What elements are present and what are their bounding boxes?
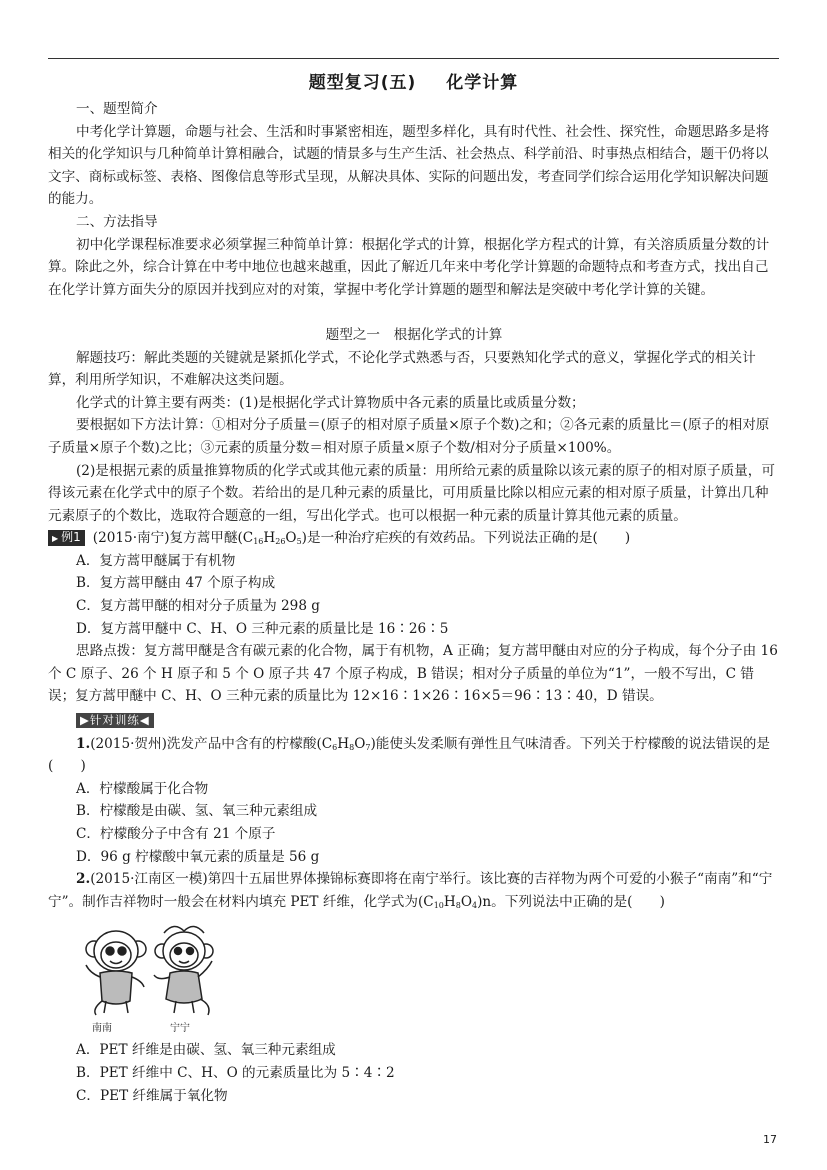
example1-option-a: A．复方蒿甲醚属于有机物	[76, 552, 236, 569]
example1-option-c: C．复方蒿甲醚的相对分子质量为 298 g	[76, 598, 321, 615]
example-badge: ▶ 例1	[48, 530, 85, 546]
q2-option-c: C．PET 纤维属于氧化物	[76, 1087, 228, 1104]
header-rule	[48, 58, 779, 59]
q1-stem: 1.(2015·贺州)洗发产品中含有的柠檬酸$(C_6H_8O_7)$能使头发柔顺有弹性且气味清香。下列关于柠檬酸的说法错误的是( )	[48, 735, 770, 775]
mascot-label-ningning: 宁宁	[170, 1023, 190, 1035]
q1-option-d: D．96 g 柠檬酸中氧元素的质量是 56 g	[76, 848, 320, 865]
section1-p4: (2)是根据元素的质量推算物质的化学式或其他元素的质量：用所给元素的质量除以该元素的原子的相对原子质量，可得该元素在化学式中的原子个数。若给出的是几种元素的质量比，可用质量比除以相应元素的相对原子质量，计算出几种元素原子的个数比，选取符合题意的一组，写出化学式。也可以根据一种元素的质量计算其他元素的质量。	[48, 462, 775, 524]
method-body: 初中化学课程标准要求必须掌握三种简单计算：根据化学式的计算，根据化学方程式的计算，有关溶质质量分数的计算。除此之外，综合计算在中考中地位也越来越重，因此了解近几年来中考化学计算题的命题特点和考查方式，找出自己在化学计算方面失分的原因并找到应对的对策，掌握中考化学计算题的题型和解法是突破中考化学计算的关键。	[48, 236, 770, 298]
page-number: 17	[763, 1133, 777, 1146]
title-right: 化学计算	[446, 73, 519, 93]
section1-p2: 化学式的计算主要有两类：(1)是根据化学式计算物质中各元素的质量比或质量分数；	[76, 394, 585, 411]
title-left: 题型复习(五)	[308, 73, 417, 93]
mascot-label-nannan: 南南	[92, 1023, 112, 1035]
example1-stem: ▶ 例1 (2015·南宁)复方蒿甲醚$(C_{16}H_{26}O_5)$是一种治疗疟疾的有效药品。下列说法正确的是( )	[48, 527, 780, 550]
example1-option-d: D．复方蒿甲醚中 C、H、O 三种元素的质量比是 16∶26∶5	[76, 620, 449, 637]
example1-analysis: 思路点拨：复方蒿甲醚是含有碳元素的化合物，属于有机物，A 正确；复方蒿甲醚由对应的分子构成，每个分子由 16 个 C 原子、26 个 H 原子和 5 个 O 原子共 47 个原子构成，B 错误；相对分子质量的单位为“1”，一般不写出，C 错误；复方蒿甲醚中 C、H、O 三种元素的质量比为 12×16∶1×26∶16×5＝96∶13∶40，D 错误。	[48, 643, 778, 705]
example1-option-b: B．复方蒿甲醚由 47 个原子构成	[76, 575, 276, 592]
intro-heading: 一、题型简介	[76, 101, 158, 117]
monkey-mascots-illustration	[78, 917, 218, 1017]
q2-stem: 2.(2015·江南区一模)第四十五届世界体操锦标赛即将在南宁举行。该比赛的吉祥物为两个可爱的小猴子“南南”和“宁宁”。制作吉祥物时一般会在材料内填充 PET 纤维，化学式为$(C_{10}H_8O_4)n$。下列说法中正确的是( )	[48, 871, 773, 910]
page-title	[0, 68, 827, 93]
q1-option-c: C．柠檬酸分子中含有 21 个原子	[76, 826, 276, 842]
intro-body: 中考化学计算题，命题与社会、生活和时事紧密相连，题型多样化，具有时代性、社会性、探究性，命题思路多是将相关的化学知识与几种简单计算相融合，试题的情景多与生产生活、社会热点、科学前沿、时事热点相结合，题干仍将以文字、商标或标签、表格、图像信息等形式呈现，从解决具体、实际的问题出发，考查同学们综合运用化学知识解决问题的能力。	[48, 123, 770, 208]
section1-heading: 题型之一 根据化学式的计算	[325, 326, 503, 343]
main-content	[48, 98, 780, 1107]
q1-option-b: B．柠檬酸是由碳、氢、氧三种元素组成	[76, 803, 318, 820]
practice-badge: ▶针对训练◀	[76, 713, 154, 728]
practice-heading	[48, 710, 780, 733]
section1-p3: 要根据如下方法计算：①相对分子质量＝(原子的相对原子质量×原子个数)之和；②各元素的质量比＝(原子的相对原子质量×原子个数)之比；③元素的质量分数＝相对原子质量×原子个数/相对分子质量×100%。	[48, 417, 770, 456]
mascot-figure	[78, 917, 218, 1037]
q2-option-a: A．PET 纤维是由碳、氢、氧三种元素组成	[76, 1042, 336, 1059]
section1-tips: 解题技巧：解此类题的关键就是紧抓化学式，不论化学式熟悉与否，只要熟知化学式的意义，掌握化学式的相关计算，利用所学知识，不难解决这类问题。	[48, 349, 756, 389]
method-heading: 二、方法指导	[76, 213, 158, 230]
q2-option-b: B．PET 纤维中 C、H、O 的元素质量比为 5∶4∶2	[76, 1064, 395, 1081]
q1-option-a: A．柠檬酸属于化合物	[76, 780, 209, 797]
